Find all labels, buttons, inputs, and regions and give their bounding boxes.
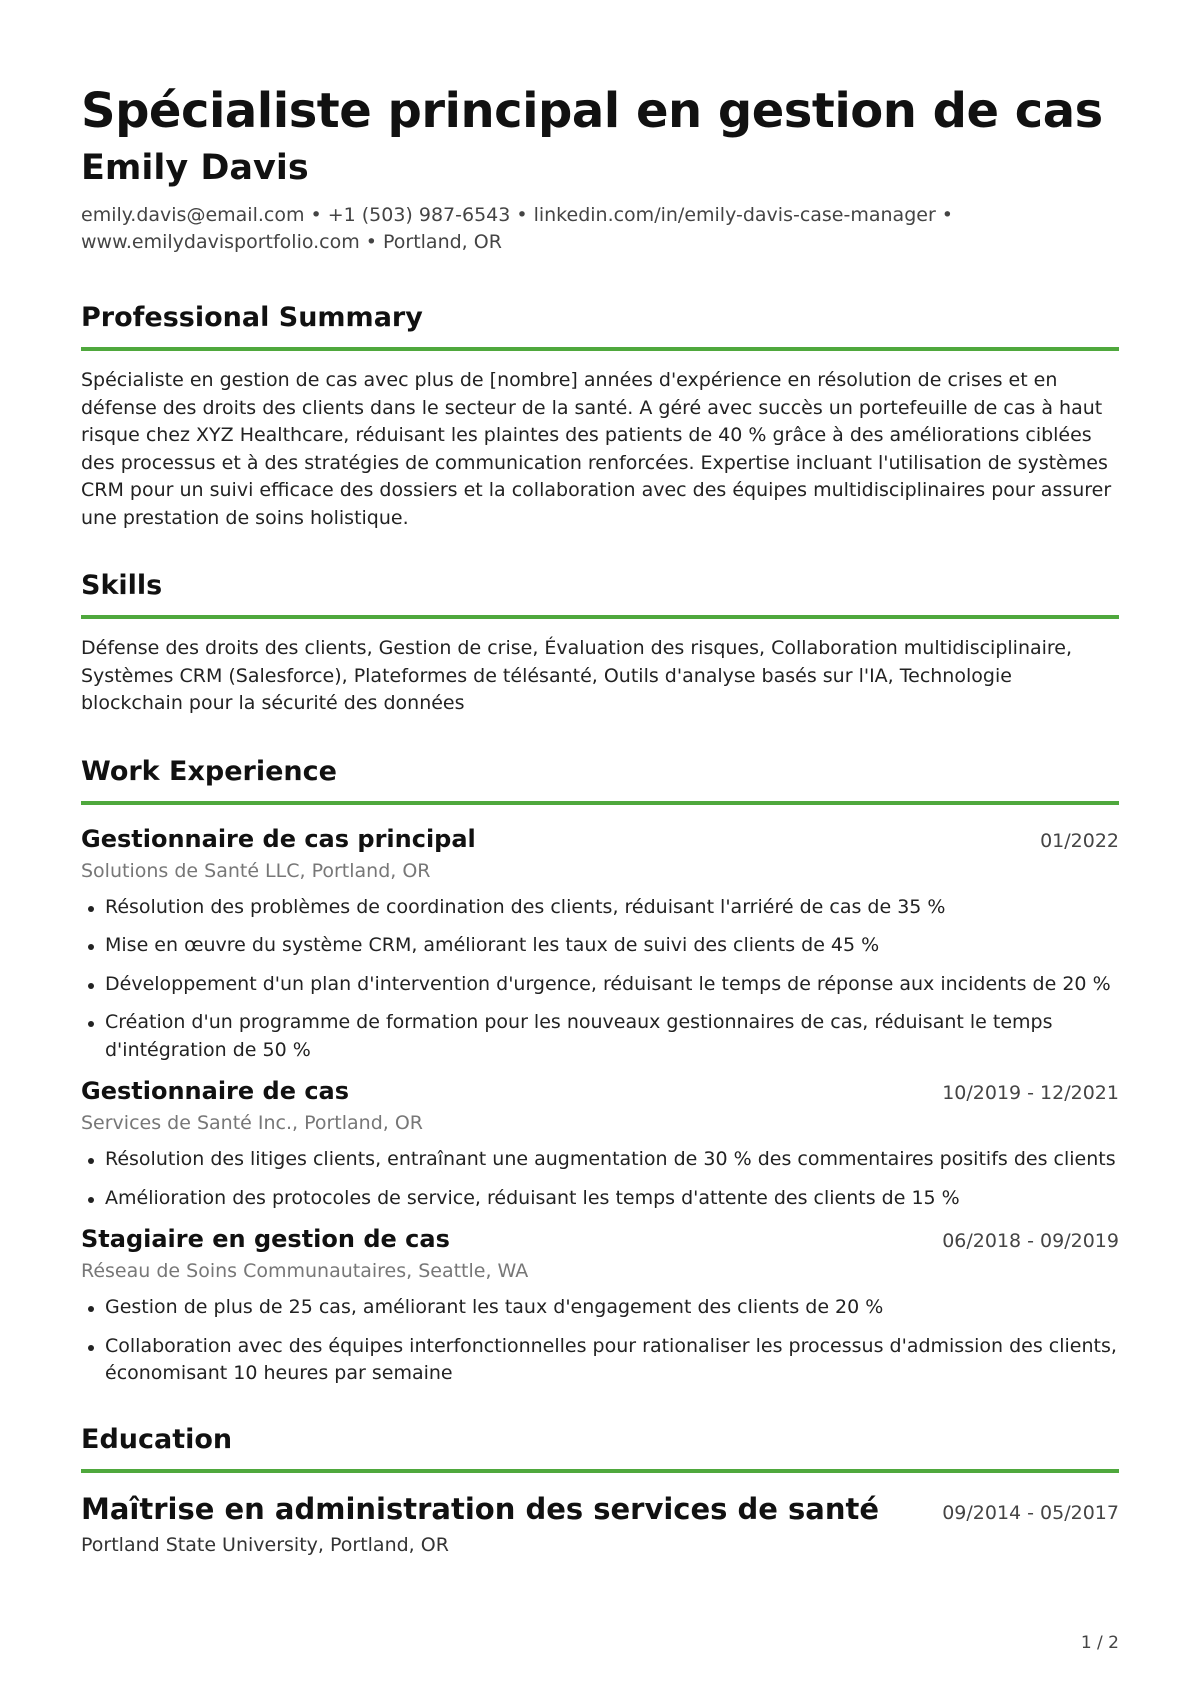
degree-title: Maîtrise en administration des services de santé xyxy=(81,1491,880,1526)
job-date: 06/2018 - 09/2019 xyxy=(942,1230,1119,1252)
contact-website[interactable]: www.emilydavisportfolio.com xyxy=(81,231,360,253)
job-company: Solutions de Santé LLC, Portland, OR xyxy=(81,859,431,882)
job-bullet: Résolution des litiges clients, entraînant une augmentation de 30 % des commentaires positifs des clients xyxy=(81,1146,1119,1174)
section-divider xyxy=(81,1469,1119,1473)
contact-location: Portland, OR xyxy=(382,231,502,253)
job-bullet: Mise en œuvre du système CRM, améliorant les taux de suivi des clients de 45 % xyxy=(81,932,1119,960)
job-bullet: Amélioration des protocoles de service, réduisant les temps d'attente des clients de 15 % xyxy=(81,1185,1119,1213)
summary-section xyxy=(81,298,1119,532)
job-bullet: Résolution des problèmes de coordination des clients, réduisant l'arriéré de cas de 35 % xyxy=(81,894,1119,922)
section-divider xyxy=(81,801,1119,805)
contact-separator: • xyxy=(516,204,528,226)
job-date: 10/2019 - 12/2021 xyxy=(942,1082,1119,1104)
contact-separator: • xyxy=(310,204,322,226)
experience-heading: Work Experience xyxy=(81,755,337,787)
section-divider xyxy=(81,615,1119,619)
contact-separator: • xyxy=(941,204,953,226)
summary-heading: Professional Summary xyxy=(81,302,423,333)
education-entry xyxy=(81,1489,1119,1559)
job-bullet: Collaboration avec des équipes interfonctionnelles pour rationaliser les processus d'admission des clients, économisant 10 heures par semaine xyxy=(81,1333,1119,1388)
job-company: Réseau de Soins Communautaires, Seattle, WA xyxy=(81,1260,529,1282)
school-name: Portland State University, Portland, OR xyxy=(81,1533,449,1556)
job-entry xyxy=(81,823,1119,1065)
education-section xyxy=(81,1420,1119,1559)
job-bullets xyxy=(81,1294,1119,1388)
education-heading: Education xyxy=(81,1423,233,1455)
contact-info xyxy=(81,202,1119,256)
job-bullet: Création d'un programme de formation pour les nouveaux gestionnaires de cas, réduisant le temps d'intégration de 50 % xyxy=(81,1009,1119,1064)
page-indicator: 1 / 2 xyxy=(1080,1633,1119,1653)
contact-phone[interactable]: +1 (503) 987-6543 xyxy=(327,204,511,226)
resume-header xyxy=(81,78,1119,256)
job-date: 01/2022 xyxy=(1040,829,1119,852)
skills-section xyxy=(81,566,1119,718)
summary-text: Spécialiste en gestion de cas avec plus de [nombre] années d'expérience en résolution de crises et en défense des droits des clients dans le secteur de la santé. A géré avec succès un portefeuille de cas à haut risque chez XYZ Healthcare, réduisant les plaintes des patients de 40 % grâce à des améliorations ciblées des processus et à des stratégies de communication renforcées. Expertise incluant l'utilisation de systèmes CRM pour un suivi efficace des dossiers et la collaboration avec des équipes multidisciplinaires pour assurer une prestation de soins holistique. xyxy=(81,369,1112,529)
skills-heading: Skills xyxy=(81,570,163,601)
job-bullet: Développement d'un plan d'intervention d'urgence, réduisant le temps de réponse aux incidents de 20 % xyxy=(81,971,1119,999)
job-title: Gestionnaire de cas xyxy=(81,1077,350,1105)
skills-text: Défense des droits des clients, Gestion de crise, Évaluation des risques, Collaboration multidisciplinaire, Systèmes CRM (Salesforce), Plateformes de télésanté, Outils d'analyse basés sur l'IA, Technologie blockchain pour la sécurité des données xyxy=(81,637,1073,714)
experience-section xyxy=(81,752,1119,1388)
job-company: Services de Santé Inc., Portland, OR xyxy=(81,1112,424,1134)
job-entry xyxy=(81,1075,1119,1212)
candidate-name: Emily Davis xyxy=(81,148,309,188)
job-entry xyxy=(81,1223,1119,1388)
resume-page xyxy=(81,78,1119,1559)
job-target-title: Spécialiste principal en gestion de cas xyxy=(81,83,1103,139)
job-bullets xyxy=(81,894,1119,1065)
contact-email[interactable]: emily.davis@email.com xyxy=(81,204,305,226)
job-bullets xyxy=(81,1146,1119,1212)
job-title: Stagiaire en gestion de cas xyxy=(81,1225,450,1253)
job-bullet: Gestion de plus de 25 cas, améliorant les taux d'engagement des clients de 20 % xyxy=(81,1294,1119,1322)
contact-linkedin[interactable]: linkedin.com/in/emily-davis-case-manager xyxy=(533,204,936,226)
job-title: Gestionnaire de cas principal xyxy=(81,824,476,853)
section-divider xyxy=(81,347,1119,351)
education-date: 09/2014 - 05/2017 xyxy=(942,1501,1119,1524)
contact-separator: • xyxy=(365,231,377,253)
